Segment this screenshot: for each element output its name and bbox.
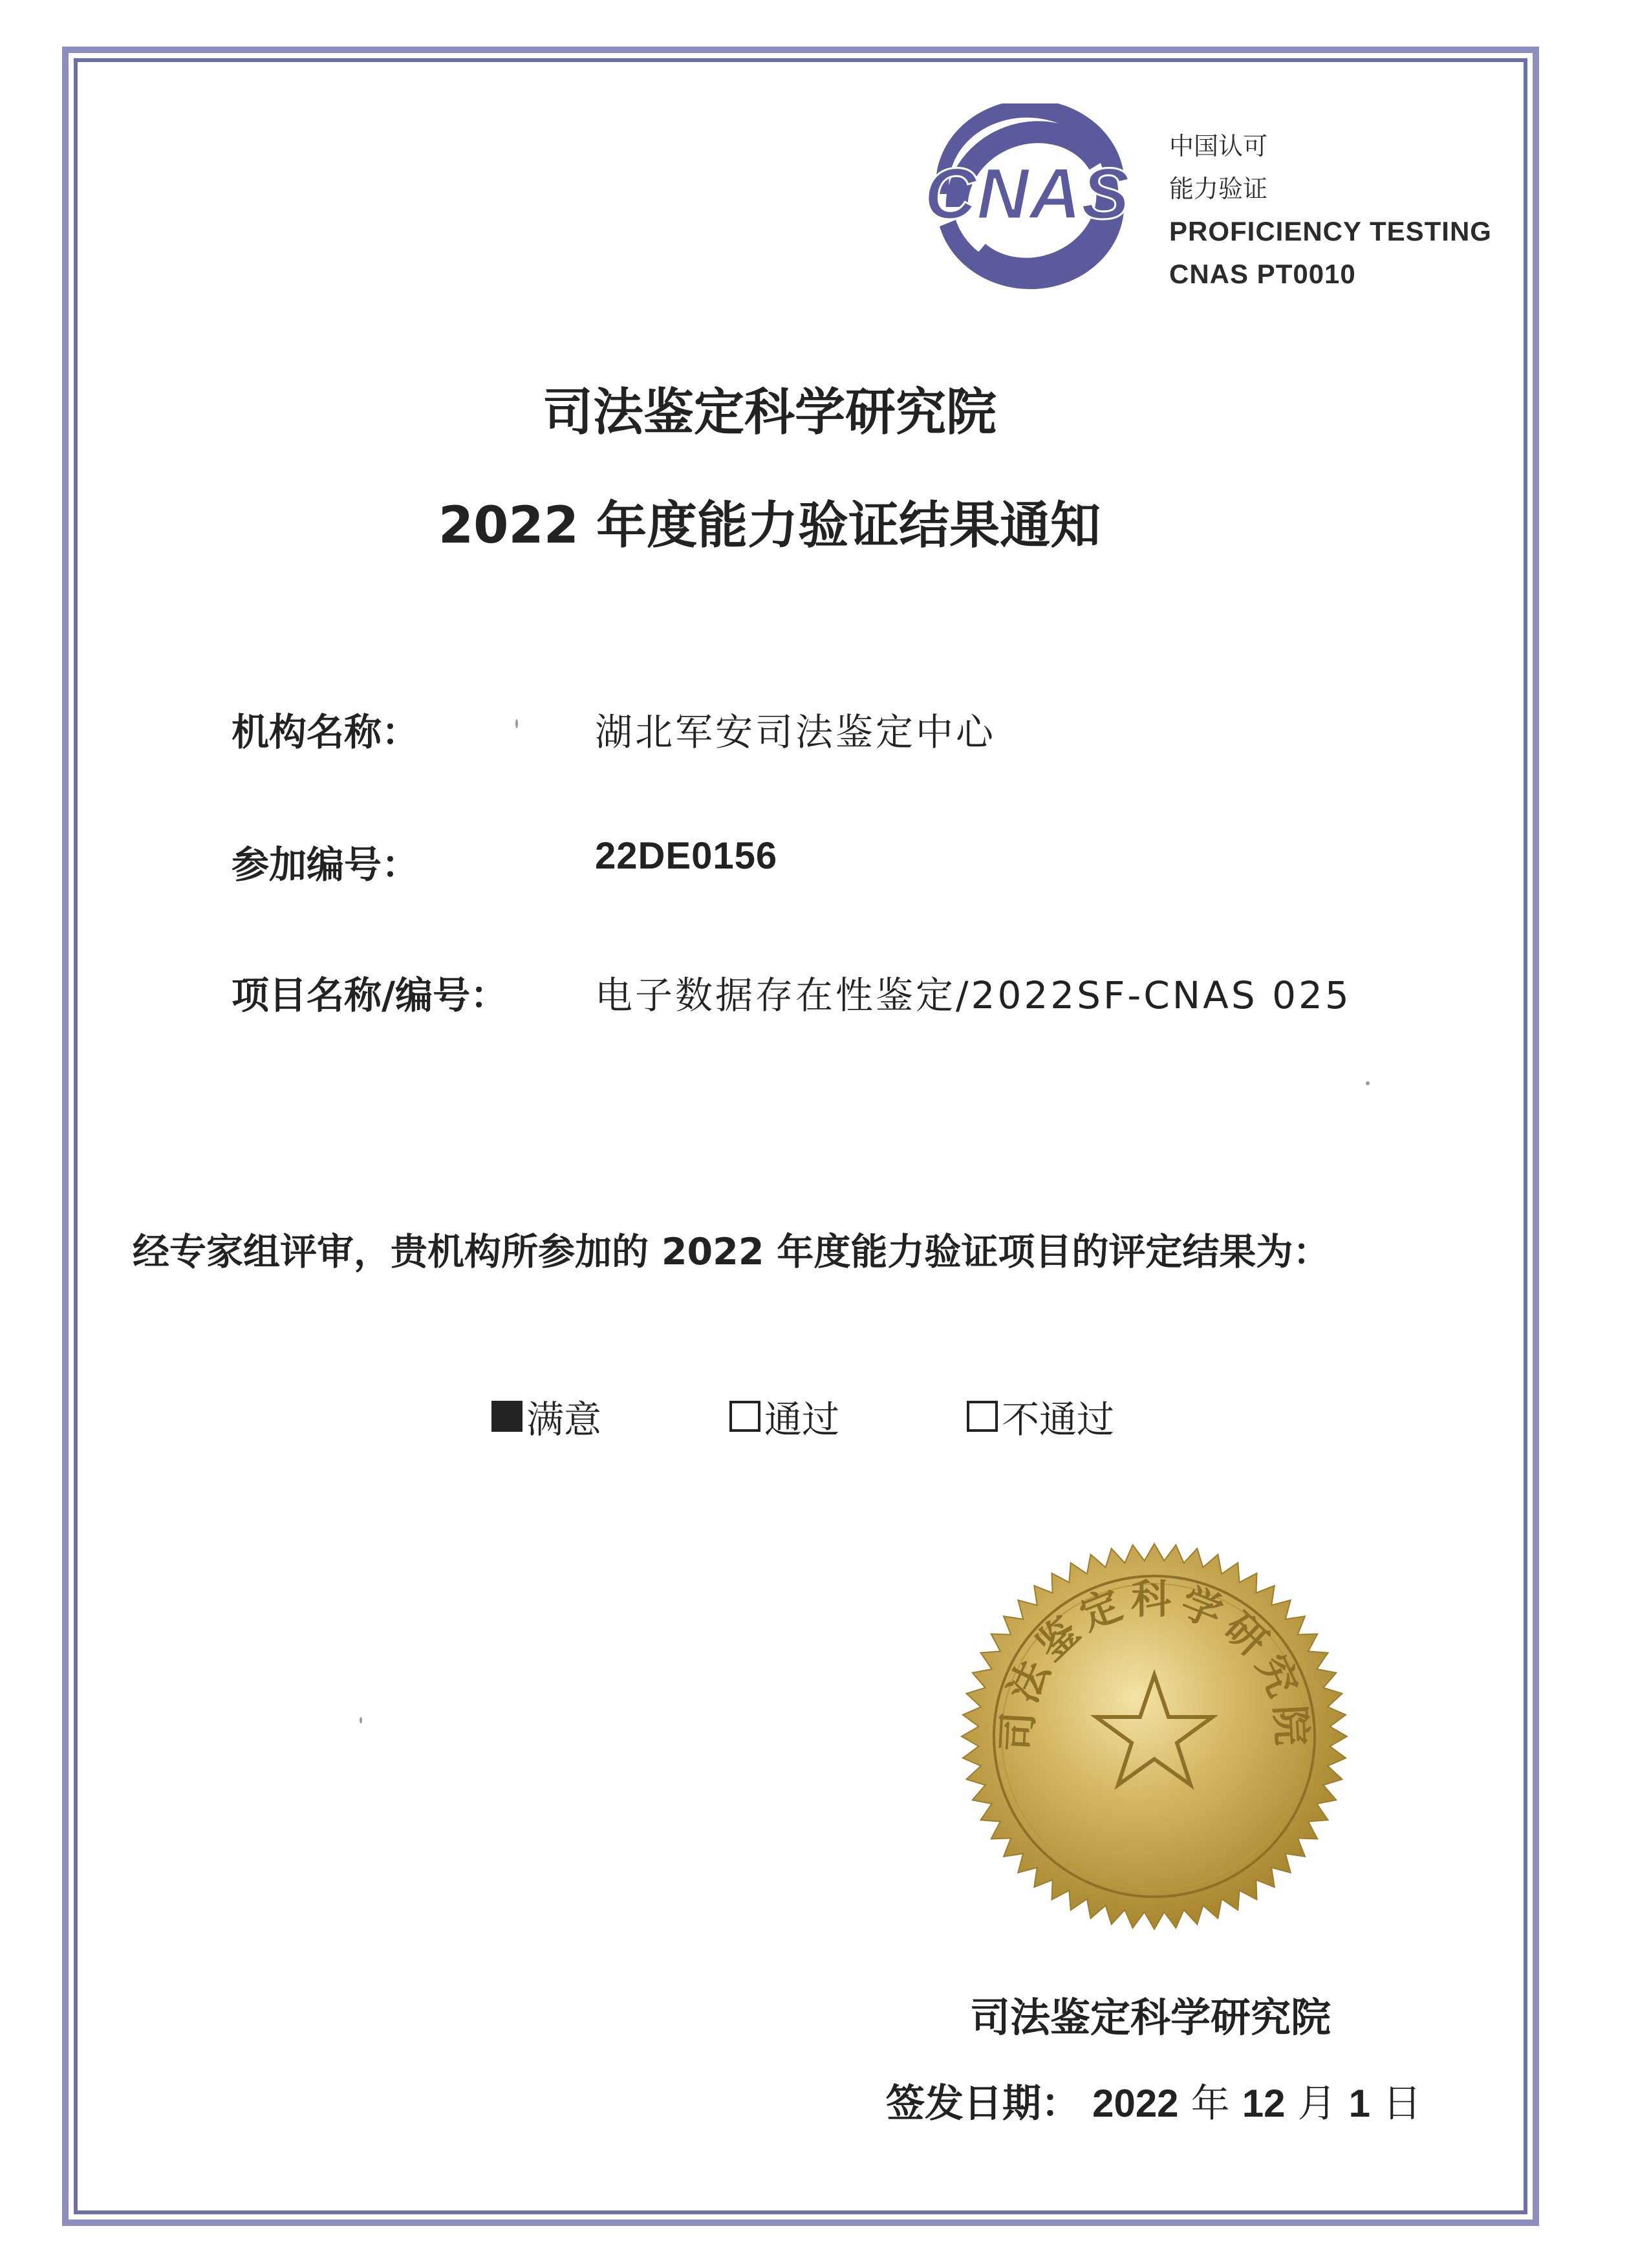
day-unit: 日 (1383, 2081, 1422, 2126)
project-label: 项目名称/编号： (232, 973, 508, 1017)
year-unit: 年 (1191, 2081, 1230, 2126)
cnas-logo (911, 103, 1143, 297)
result-option-label: 不通过 (1002, 1398, 1115, 1442)
issue-year: 2022 (1092, 2082, 1179, 2125)
month-unit: 月 (1297, 2081, 1337, 2126)
unchecked-box-icon (967, 1401, 998, 1432)
result-option-pass (729, 1389, 839, 1443)
issue-date (886, 2073, 1421, 2128)
gold-seal (960, 1542, 1348, 1930)
seal-text: 司法鉴定科学研究院 (993, 1575, 1316, 1753)
participant-number-value: 22DE0156 (595, 835, 778, 877)
unchecked-box-icon (729, 1401, 760, 1432)
issue-day: 1 (1348, 2082, 1370, 2125)
credential-line-2: 能力验证 (1169, 175, 1268, 203)
evaluation-statement: 经专家组评审，贵机构所参加的 2022 年度能力验证项目的评定结果为： (133, 1231, 1330, 1273)
scan-speck (515, 719, 518, 728)
result-option-label: 通过 (764, 1398, 840, 1442)
credential-line-1: 中国认可 (1169, 132, 1268, 160)
issuer-title: 司法鉴定科学研究院 (542, 383, 997, 442)
result-option-fail (967, 1389, 1114, 1443)
checked-box-icon (491, 1401, 523, 1432)
issue-month: 12 (1242, 2082, 1286, 2125)
scan-speck (360, 1717, 362, 1723)
participant-number-label: 参加编号： (232, 843, 420, 887)
org-name-value: 湖北军安司法鉴定中心 (595, 710, 997, 754)
cnas-logo-text: CNAS (924, 153, 1130, 234)
issuer-signature: 司法鉴定科学研究院 (970, 1994, 1331, 2041)
result-option-label: 满意 (526, 1398, 602, 1442)
result-option-satisfactory (491, 1389, 601, 1443)
scan-speck (1366, 1081, 1370, 1085)
org-name-label: 机构名称： (232, 710, 420, 754)
credential-line-3: PROFICIENCY TESTING (1169, 216, 1492, 246)
credential-line-4: CNAS PT0010 (1169, 259, 1356, 289)
cnas-credentials (1169, 125, 1492, 296)
issue-date-label: 签发日期： (886, 2081, 1080, 2126)
notice-title: 2022 年度能力验证结果通知 (438, 497, 1101, 555)
project-value: 电子数据存在性鉴定/2022SF-CNAS 025 (595, 973, 1352, 1017)
